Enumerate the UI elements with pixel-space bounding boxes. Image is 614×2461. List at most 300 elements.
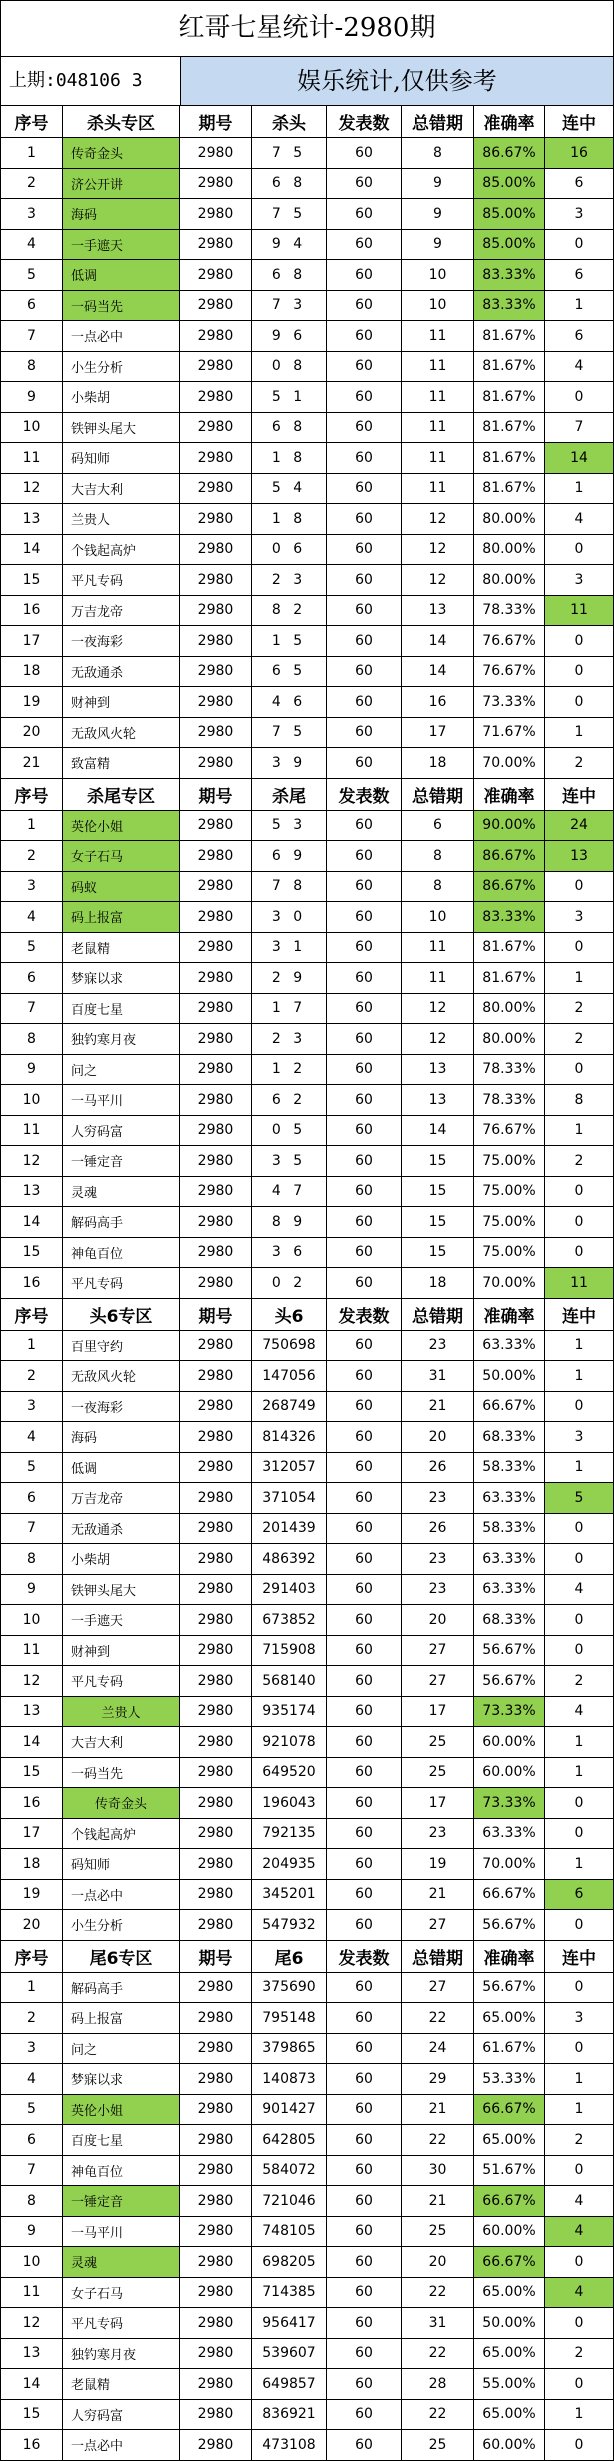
prediction-cell: 0 2 bbox=[252, 1268, 327, 1298]
table-row bbox=[1, 748, 613, 779]
accuracy-cell: 56.67% bbox=[474, 1666, 545, 1696]
row-index-cell: 4 bbox=[1, 2064, 63, 2094]
win-streak-cell: 0 bbox=[574, 632, 584, 649]
table-row bbox=[1, 1910, 613, 1941]
accuracy-cell: 81.67% bbox=[474, 382, 545, 412]
win-streak-cell: 1 bbox=[574, 1855, 584, 1872]
expert-name-cell: 个钱起高炉 bbox=[63, 1819, 180, 1849]
accuracy-cell: 86.67% bbox=[474, 138, 545, 168]
expert-name-cell: 神龟百位 bbox=[63, 2156, 180, 2186]
prediction-cell: 698205 bbox=[252, 2247, 327, 2277]
win-streak-cell: 11 bbox=[545, 596, 613, 626]
prediction-cell: 4 7 bbox=[252, 1177, 327, 1207]
expert-name-cell: 万吉龙帝 bbox=[63, 1483, 180, 1513]
column-header: 发表数 bbox=[327, 106, 402, 137]
expert-name-cell: 一锤定音 bbox=[63, 1146, 180, 1176]
accuracy-cell: 56.67% bbox=[474, 1973, 545, 2003]
table-row bbox=[1, 1268, 613, 1299]
publish-count-cell: 60 bbox=[327, 2034, 402, 2064]
row-index-cell: 16 bbox=[1, 1788, 63, 1818]
row-index-cell: 9 bbox=[1, 382, 63, 412]
column-header: 总错期 bbox=[402, 1299, 474, 1330]
win-streak-cell: 0 bbox=[574, 1520, 584, 1537]
accuracy-cell: 85.00% bbox=[474, 169, 545, 199]
publish-count-cell: 60 bbox=[327, 504, 402, 534]
accuracy-cell: 73.33% bbox=[474, 687, 545, 717]
row-index-cell: 14 bbox=[1, 535, 63, 565]
expert-name-cell: 小柴胡 bbox=[63, 1544, 180, 1574]
win-streak-cell: 0 bbox=[574, 693, 584, 710]
period-number-cell: 2980 bbox=[180, 902, 252, 932]
table-row bbox=[1, 963, 613, 994]
row-index-cell: 15 bbox=[1, 1758, 63, 1788]
period-number-cell: 2980 bbox=[180, 565, 252, 595]
total-misses-cell: 26 bbox=[402, 1453, 474, 1483]
expert-name-cell: 百度七星 bbox=[63, 2125, 180, 2155]
table-row bbox=[1, 2034, 613, 2065]
publish-count-cell: 60 bbox=[327, 1238, 402, 1268]
period-number-cell: 2980 bbox=[180, 535, 252, 565]
win-streak-cell: 1 bbox=[574, 2070, 584, 2087]
total-misses-cell: 12 bbox=[402, 565, 474, 595]
win-streak-cell: 4 bbox=[545, 2278, 613, 2308]
win-streak-cell: 0 bbox=[574, 1979, 584, 1996]
column-header: 杀尾 bbox=[252, 779, 327, 810]
prediction-cell: 750698 bbox=[252, 1331, 327, 1361]
total-misses-cell: 21 bbox=[402, 1880, 474, 1910]
accuracy-cell: 66.67% bbox=[474, 2247, 545, 2277]
period-number-cell: 2980 bbox=[180, 443, 252, 473]
prediction-cell: 792135 bbox=[252, 1819, 327, 1849]
win-streak-cell: 3 bbox=[574, 908, 584, 925]
prediction-cell: 6 5 bbox=[252, 657, 327, 687]
win-streak-cell: 0 bbox=[574, 1611, 584, 1628]
total-misses-cell: 18 bbox=[402, 1268, 474, 1298]
publish-count-cell: 60 bbox=[327, 626, 402, 656]
publish-count-cell: 60 bbox=[327, 1483, 402, 1513]
publish-count-cell: 60 bbox=[327, 382, 402, 412]
expert-name-cell: 铁钾头尾大 bbox=[63, 413, 180, 443]
expert-name-cell: 铁钾头尾大 bbox=[63, 1575, 180, 1605]
prediction-cell: 547932 bbox=[252, 1910, 327, 1940]
row-index-cell: 4 bbox=[1, 902, 63, 932]
expert-name-cell: 老鼠精 bbox=[63, 933, 180, 963]
publish-count-cell: 60 bbox=[327, 1024, 402, 1054]
publish-count-cell: 60 bbox=[327, 2186, 402, 2216]
win-streak-cell: 0 bbox=[574, 2375, 584, 2392]
column-header: 总错期 bbox=[402, 779, 474, 810]
accuracy-cell: 65.00% bbox=[474, 2003, 545, 2033]
prediction-cell: 6 8 bbox=[252, 169, 327, 199]
period-number-cell: 2980 bbox=[180, 2217, 252, 2247]
prediction-cell: 956417 bbox=[252, 2308, 327, 2338]
accuracy-cell: 81.67% bbox=[474, 321, 545, 351]
total-misses-cell: 27 bbox=[402, 1973, 474, 2003]
accuracy-cell: 60.00% bbox=[474, 1758, 545, 1788]
prediction-cell: 3 0 bbox=[252, 902, 327, 932]
total-misses-cell: 12 bbox=[402, 504, 474, 534]
prediction-cell: 9 6 bbox=[252, 321, 327, 351]
row-index-cell: 18 bbox=[1, 1849, 63, 1879]
table-row bbox=[1, 2278, 613, 2309]
total-misses-cell: 13 bbox=[402, 596, 474, 626]
total-misses-cell: 10 bbox=[402, 260, 474, 290]
win-streak-cell: 0 bbox=[574, 939, 584, 956]
expert-name-cell: 小生分析 bbox=[63, 1910, 180, 1940]
publish-count-cell: 60 bbox=[327, 1575, 402, 1605]
win-streak-cell: 0 bbox=[574, 541, 584, 558]
row-index-cell: 5 bbox=[1, 933, 63, 963]
table-row bbox=[1, 1146, 613, 1177]
column-header: 准确率 bbox=[474, 1299, 545, 1330]
period-number-cell: 2980 bbox=[180, 1575, 252, 1605]
accuracy-cell: 73.33% bbox=[474, 1788, 545, 1818]
total-misses-cell: 27 bbox=[402, 1636, 474, 1666]
period-number-cell: 2980 bbox=[180, 2003, 252, 2033]
row-index-cell: 2 bbox=[1, 1361, 63, 1391]
prediction-cell: 673852 bbox=[252, 1605, 327, 1635]
publish-count-cell: 60 bbox=[327, 1758, 402, 1788]
win-streak-cell: 2 bbox=[574, 754, 584, 771]
total-misses-cell: 22 bbox=[402, 2003, 474, 2033]
publish-count-cell: 60 bbox=[327, 1636, 402, 1666]
period-number-cell: 2980 bbox=[180, 1177, 252, 1207]
period-number-cell: 2980 bbox=[180, 2034, 252, 2064]
table-row bbox=[1, 138, 613, 169]
prediction-cell: 7 5 bbox=[252, 138, 327, 168]
publish-count-cell: 60 bbox=[327, 1666, 402, 1696]
total-misses-cell: 15 bbox=[402, 1238, 474, 1268]
publish-count-cell: 60 bbox=[327, 994, 402, 1024]
expert-name-cell: 老鼠精 bbox=[63, 2369, 180, 2399]
period-number-cell: 2980 bbox=[180, 1268, 252, 1298]
prediction-cell: 3 9 bbox=[252, 748, 327, 778]
table-row bbox=[1, 1544, 613, 1575]
expert-name-cell: 小生分析 bbox=[63, 352, 180, 382]
publish-count-cell: 60 bbox=[327, 1514, 402, 1544]
win-streak-cell: 0 bbox=[574, 388, 584, 405]
accuracy-cell: 53.33% bbox=[474, 2064, 545, 2094]
expert-name-cell: 传奇金头 bbox=[63, 138, 180, 168]
table-row bbox=[1, 1024, 613, 1055]
win-streak-cell: 2 bbox=[574, 1030, 584, 1047]
period-number-cell: 2980 bbox=[180, 2064, 252, 2094]
table-row bbox=[1, 2064, 613, 2095]
table-row bbox=[1, 626, 613, 657]
period-number-cell: 2980 bbox=[180, 230, 252, 260]
publish-count-cell: 60 bbox=[327, 933, 402, 963]
publish-count-cell: 60 bbox=[327, 1361, 402, 1391]
total-misses-cell: 8 bbox=[402, 872, 474, 902]
total-misses-cell: 9 bbox=[402, 230, 474, 260]
total-misses-cell: 21 bbox=[402, 1392, 474, 1422]
accuracy-cell: 65.00% bbox=[474, 2278, 545, 2308]
expert-name-cell: 无敌通杀 bbox=[63, 657, 180, 687]
row-index-cell: 1 bbox=[1, 1331, 63, 1361]
row-index-cell: 5 bbox=[1, 260, 63, 290]
win-streak-cell: 4 bbox=[545, 2217, 613, 2247]
win-streak-cell: 1 bbox=[574, 297, 584, 314]
expert-name-cell: 低调 bbox=[63, 1453, 180, 1483]
table-row bbox=[1, 1849, 613, 1880]
period-number-cell: 2980 bbox=[180, 2400, 252, 2430]
prediction-cell: 642805 bbox=[252, 2125, 327, 2155]
accuracy-cell: 60.00% bbox=[474, 2217, 545, 2247]
table-row bbox=[1, 2125, 613, 2156]
total-misses-cell: 14 bbox=[402, 657, 474, 687]
accuracy-cell: 50.00% bbox=[474, 1361, 545, 1391]
publish-count-cell: 60 bbox=[327, 2095, 402, 2125]
column-header: 期号 bbox=[180, 106, 252, 137]
prediction-cell: 1 8 bbox=[252, 504, 327, 534]
accuracy-cell: 78.33% bbox=[474, 1055, 545, 1085]
section-header-row bbox=[1, 106, 613, 138]
accuracy-cell: 55.00% bbox=[474, 2369, 545, 2399]
total-misses-cell: 11 bbox=[402, 413, 474, 443]
publish-count-cell: 60 bbox=[327, 1146, 402, 1176]
table-row bbox=[1, 169, 613, 200]
period-number-cell: 2980 bbox=[180, 1819, 252, 1849]
win-streak-cell: 13 bbox=[545, 841, 613, 871]
expert-name-cell: 一点必中 bbox=[63, 1880, 180, 1910]
period-number-cell: 2980 bbox=[180, 933, 252, 963]
accuracy-cell: 66.67% bbox=[474, 2095, 545, 2125]
accuracy-cell: 66.67% bbox=[474, 1392, 545, 1422]
row-index-cell: 13 bbox=[1, 504, 63, 534]
column-header: 头6 bbox=[252, 1299, 327, 1330]
accuracy-cell: 85.00% bbox=[474, 230, 545, 260]
prediction-cell: 7 8 bbox=[252, 872, 327, 902]
publish-count-cell: 60 bbox=[327, 138, 402, 168]
win-streak-cell: 0 bbox=[574, 878, 584, 895]
total-misses-cell: 23 bbox=[402, 1483, 474, 1513]
period-number-cell: 2980 bbox=[180, 413, 252, 443]
expert-name-cell: 兰贵人 bbox=[63, 1697, 180, 1727]
disclaimer-banner: 娱乐统计,仅供参考 bbox=[181, 57, 613, 105]
table-row bbox=[1, 291, 613, 322]
accuracy-cell: 81.67% bbox=[474, 352, 545, 382]
total-misses-cell: 29 bbox=[402, 2064, 474, 2094]
prediction-cell: 3 1 bbox=[252, 933, 327, 963]
expert-name-cell: 海码 bbox=[63, 1422, 180, 1452]
publish-count-cell: 60 bbox=[327, 1973, 402, 2003]
win-streak-cell: 24 bbox=[545, 811, 613, 841]
row-index-cell: 7 bbox=[1, 1514, 63, 1544]
win-streak-cell: 1 bbox=[574, 1764, 584, 1781]
table-row bbox=[1, 1636, 613, 1667]
accuracy-cell: 81.67% bbox=[474, 474, 545, 504]
publish-count-cell: 60 bbox=[327, 535, 402, 565]
table-row bbox=[1, 2156, 613, 2187]
table-row bbox=[1, 1483, 613, 1514]
prediction-cell: 6 8 bbox=[252, 260, 327, 290]
row-index-cell: 1 bbox=[1, 1973, 63, 2003]
accuracy-cell: 61.67% bbox=[474, 2034, 545, 2064]
win-streak-cell: 5 bbox=[545, 1483, 613, 1513]
period-number-cell: 2980 bbox=[180, 199, 252, 229]
prediction-cell: 6 2 bbox=[252, 1085, 327, 1115]
row-index-cell: 7 bbox=[1, 2156, 63, 2186]
total-misses-cell: 27 bbox=[402, 1666, 474, 1696]
expert-name-cell: 梦寐以求 bbox=[63, 2064, 180, 2094]
period-number-cell: 2980 bbox=[180, 169, 252, 199]
expert-name-cell: 百里守约 bbox=[63, 1331, 180, 1361]
accuracy-cell: 80.00% bbox=[474, 535, 545, 565]
row-index-cell: 10 bbox=[1, 413, 63, 443]
row-index-cell: 12 bbox=[1, 1666, 63, 1696]
accuracy-cell: 60.00% bbox=[474, 1727, 545, 1757]
row-index-cell: 7 bbox=[1, 994, 63, 1024]
win-streak-cell: 14 bbox=[545, 443, 613, 473]
table-row bbox=[1, 1116, 613, 1147]
column-header: 头6专区 bbox=[63, 1299, 180, 1330]
table-row bbox=[1, 1605, 613, 1636]
period-number-cell: 2980 bbox=[180, 1727, 252, 1757]
total-misses-cell: 9 bbox=[402, 169, 474, 199]
publish-count-cell: 60 bbox=[327, 1605, 402, 1635]
prediction-cell: 7 5 bbox=[252, 718, 327, 748]
period-number-cell: 2980 bbox=[180, 1788, 252, 1818]
row-index-cell: 15 bbox=[1, 2400, 63, 2430]
column-header: 连中 bbox=[562, 786, 596, 807]
expert-name-cell: 一码当先 bbox=[63, 1758, 180, 1788]
table-row bbox=[1, 1085, 613, 1116]
row-index-cell: 6 bbox=[1, 1483, 63, 1513]
accuracy-cell: 63.33% bbox=[474, 1331, 545, 1361]
prediction-cell: 539607 bbox=[252, 2339, 327, 2369]
row-index-cell: 10 bbox=[1, 1605, 63, 1635]
expert-name-cell: 英伦小姐 bbox=[63, 811, 180, 841]
publish-count-cell: 60 bbox=[327, 902, 402, 932]
publish-count-cell: 60 bbox=[327, 1544, 402, 1574]
prediction-cell: 584072 bbox=[252, 2156, 327, 2186]
table-row bbox=[1, 596, 613, 627]
expert-name-cell: 解码高手 bbox=[63, 1973, 180, 2003]
column-header: 尾6 bbox=[252, 1941, 327, 1972]
expert-name-cell: 独钓寒月夜 bbox=[63, 2339, 180, 2369]
row-index-cell: 8 bbox=[1, 2186, 63, 2216]
column-header: 序号 bbox=[1, 779, 63, 810]
table-row bbox=[1, 535, 613, 566]
period-number-cell: 2980 bbox=[180, 2247, 252, 2277]
accuracy-cell: 66.67% bbox=[474, 1880, 545, 1910]
column-header: 杀头 bbox=[252, 106, 327, 137]
prediction-cell: 0 6 bbox=[252, 535, 327, 565]
expert-name-cell: 一点必中 bbox=[63, 321, 180, 351]
period-number-cell: 2980 bbox=[180, 2430, 252, 2460]
row-index-cell: 3 bbox=[1, 2034, 63, 2064]
row-index-cell: 8 bbox=[1, 1544, 63, 1574]
total-misses-cell: 20 bbox=[402, 1422, 474, 1452]
expert-name-cell: 一码当先 bbox=[63, 291, 180, 321]
accuracy-cell: 63.33% bbox=[474, 1483, 545, 1513]
win-streak-cell: 1 bbox=[574, 1733, 584, 1750]
publish-count-cell: 60 bbox=[327, 2125, 402, 2155]
last-period-label: 上期:048106 3 bbox=[1, 57, 181, 105]
period-number-cell: 2980 bbox=[180, 1666, 252, 1696]
period-number-cell: 2980 bbox=[180, 1422, 252, 1452]
row-index-cell: 1 bbox=[1, 138, 63, 168]
total-misses-cell: 25 bbox=[402, 1758, 474, 1788]
publish-count-cell: 60 bbox=[327, 291, 402, 321]
row-index-cell: 5 bbox=[1, 2095, 63, 2125]
prediction-cell: 473108 bbox=[252, 2430, 327, 2460]
prediction-cell: 379865 bbox=[252, 2034, 327, 2064]
win-streak-cell: 1 bbox=[574, 969, 584, 986]
publish-count-cell: 60 bbox=[327, 2339, 402, 2369]
accuracy-cell: 75.00% bbox=[474, 1146, 545, 1176]
row-index-cell: 13 bbox=[1, 1697, 63, 1727]
row-index-cell: 9 bbox=[1, 2217, 63, 2247]
stats-tables bbox=[1, 106, 613, 2461]
table-row bbox=[1, 902, 613, 933]
publish-count-cell: 60 bbox=[327, 687, 402, 717]
table-row bbox=[1, 687, 613, 718]
total-misses-cell: 11 bbox=[402, 352, 474, 382]
win-streak-cell: 0 bbox=[574, 1213, 584, 1230]
win-streak-cell: 0 bbox=[574, 1916, 584, 1933]
table-row bbox=[1, 933, 613, 964]
total-misses-cell: 16 bbox=[402, 687, 474, 717]
section-header-row bbox=[1, 1941, 613, 1973]
win-streak-cell: 1 bbox=[574, 1367, 584, 1384]
expert-name-cell: 神龟百位 bbox=[63, 1238, 180, 1268]
period-number-cell: 2980 bbox=[180, 2278, 252, 2308]
table-row bbox=[1, 321, 613, 352]
total-misses-cell: 11 bbox=[402, 382, 474, 412]
accuracy-cell: 68.33% bbox=[474, 1422, 545, 1452]
prediction-cell: 6 9 bbox=[252, 841, 327, 871]
table-row bbox=[1, 443, 613, 474]
publish-count-cell: 60 bbox=[327, 2156, 402, 2186]
table-row bbox=[1, 1819, 613, 1850]
publish-count-cell: 60 bbox=[327, 230, 402, 260]
publish-count-cell: 60 bbox=[327, 1697, 402, 1727]
accuracy-cell: 78.33% bbox=[474, 596, 545, 626]
win-streak-cell: 0 bbox=[574, 1642, 584, 1659]
row-index-cell: 11 bbox=[1, 443, 63, 473]
accuracy-cell: 58.33% bbox=[474, 1453, 545, 1483]
win-streak-cell: 2 bbox=[574, 2131, 584, 2148]
win-streak-cell: 0 bbox=[574, 1794, 584, 1811]
total-misses-cell: 13 bbox=[402, 1055, 474, 1085]
period-number-cell: 2980 bbox=[180, 1514, 252, 1544]
win-streak-cell: 0 bbox=[574, 663, 584, 680]
expert-name-cell: 海码 bbox=[63, 199, 180, 229]
period-number-cell: 2980 bbox=[180, 1697, 252, 1727]
row-index-cell: 12 bbox=[1, 1146, 63, 1176]
row-index-cell: 17 bbox=[1, 626, 63, 656]
accuracy-cell: 63.33% bbox=[474, 1819, 545, 1849]
total-misses-cell: 28 bbox=[402, 2369, 474, 2399]
period-number-cell: 2980 bbox=[180, 1361, 252, 1391]
expert-name-cell: 传奇金头 bbox=[63, 1788, 180, 1818]
accuracy-cell: 80.00% bbox=[474, 1024, 545, 1054]
row-index-cell: 15 bbox=[1, 565, 63, 595]
accuracy-cell: 81.67% bbox=[474, 963, 545, 993]
column-header: 准确率 bbox=[474, 779, 545, 810]
period-number-cell: 2980 bbox=[180, 1055, 252, 1085]
column-header: 连中 bbox=[562, 1948, 596, 1969]
prediction-cell: 201439 bbox=[252, 1514, 327, 1544]
expert-name-cell: 一点必中 bbox=[63, 2430, 180, 2460]
row-index-cell: 2 bbox=[1, 169, 63, 199]
total-misses-cell: 12 bbox=[402, 994, 474, 1024]
total-misses-cell: 31 bbox=[402, 1361, 474, 1391]
publish-count-cell: 60 bbox=[327, 1788, 402, 1818]
total-misses-cell: 23 bbox=[402, 1819, 474, 1849]
table-row bbox=[1, 1666, 613, 1697]
